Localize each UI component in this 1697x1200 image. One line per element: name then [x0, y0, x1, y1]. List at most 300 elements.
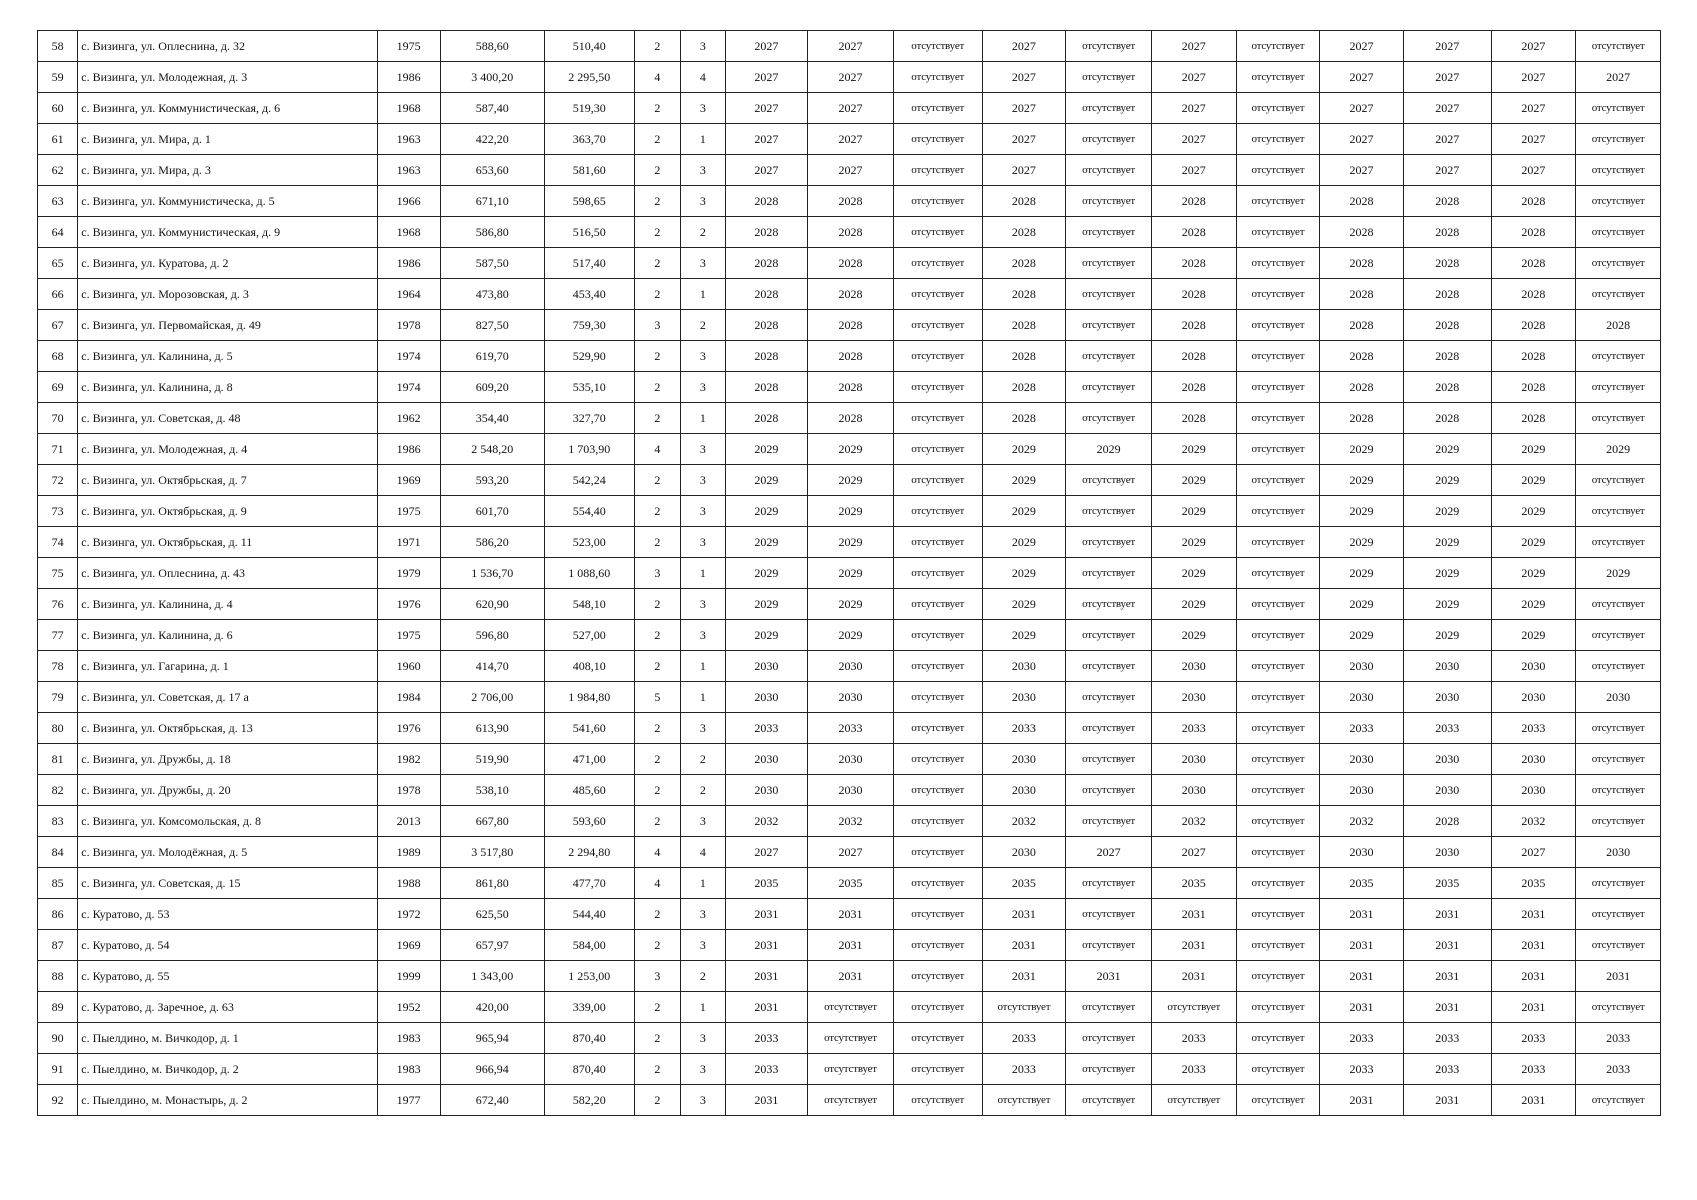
work-year-cell-1: 2033: [725, 1023, 808, 1054]
work-year-cell-1: 2029: [725, 527, 808, 558]
table-row: [38, 651, 1661, 682]
table-row: [38, 496, 1661, 527]
work-year-cell-2: 2029: [808, 558, 894, 589]
work-year-cell-1: 2029: [725, 434, 808, 465]
row-number-cell: 79: [38, 682, 78, 713]
work-year-cell-3: отсутствует: [893, 682, 982, 713]
row-number-cell: 68: [38, 341, 78, 372]
row-number-cell: 70: [38, 403, 78, 434]
total-area-cell: 354,40: [440, 403, 544, 434]
total-area-cell: 538,10: [440, 775, 544, 806]
floors-cell: 2: [634, 155, 680, 186]
work-year-cell-7: отсутствует: [1236, 620, 1320, 651]
table-row: [38, 899, 1661, 930]
work-year-cell-7: отсутствует: [1236, 682, 1320, 713]
work-year-cell-8: 2029: [1320, 589, 1404, 620]
entrances-cell: 1: [681, 558, 725, 589]
entrances-cell: 3: [681, 186, 725, 217]
work-year-cell-11: отсутствует: [1576, 1085, 1661, 1116]
work-year-cell-11: отсутствует: [1576, 93, 1661, 124]
table-row: [38, 341, 1661, 372]
work-year-cell-11: отсутствует: [1576, 651, 1661, 682]
entrances-cell: 1: [681, 124, 725, 155]
address-cell: с. Визинга, ул. Октябрьская, д. 9: [78, 496, 377, 527]
work-year-cell-1: 2028: [725, 248, 808, 279]
work-year-cell-11: отсутствует: [1576, 186, 1661, 217]
work-year-cell-11: 2031: [1576, 961, 1661, 992]
entrances-cell: 3: [681, 31, 725, 62]
work-year-cell-5: отсутствует: [1066, 558, 1152, 589]
work-year-cell-1: 2035: [725, 868, 808, 899]
work-year-cell-4: 2031: [982, 930, 1066, 961]
work-year-cell-9: 2028: [1403, 186, 1491, 217]
work-year-cell-10: 2029: [1491, 527, 1576, 558]
row-number-cell: 72: [38, 465, 78, 496]
work-year-cell-10: 2030: [1491, 682, 1576, 713]
work-year-cell-6: 2030: [1151, 744, 1236, 775]
row-number-cell: 66: [38, 279, 78, 310]
entrances-cell: 3: [681, 589, 725, 620]
work-year-cell-1: 2027: [725, 155, 808, 186]
work-year-cell-11: отсутствует: [1576, 124, 1661, 155]
year-built-cell: 1974: [377, 372, 440, 403]
work-year-cell-8: 2033: [1320, 1023, 1404, 1054]
work-year-cell-5: отсутствует: [1066, 713, 1152, 744]
year-built-cell: 1976: [377, 713, 440, 744]
work-year-cell-3: отсутствует: [893, 744, 982, 775]
work-year-cell-2: 2031: [808, 961, 894, 992]
table-row: [38, 1054, 1661, 1085]
work-year-cell-5: отсутствует: [1066, 496, 1152, 527]
entrances-cell: 1: [681, 868, 725, 899]
work-year-cell-8: 2029: [1320, 434, 1404, 465]
year-built-cell: 1969: [377, 465, 440, 496]
work-year-cell-4: 2030: [982, 682, 1066, 713]
work-year-cell-5: отсутствует: [1066, 651, 1152, 682]
work-year-cell-1: 2031: [725, 899, 808, 930]
table-row: [38, 682, 1661, 713]
table-row: [38, 310, 1661, 341]
entrances-cell: 2: [681, 744, 725, 775]
year-built-cell: 1986: [377, 248, 440, 279]
work-year-cell-2: 2029: [808, 434, 894, 465]
work-year-cell-2: отсутствует: [808, 1023, 894, 1054]
work-year-cell-9: 2028: [1403, 279, 1491, 310]
year-built-cell: 1984: [377, 682, 440, 713]
work-year-cell-6: 2028: [1151, 341, 1236, 372]
work-year-cell-1: 2030: [725, 775, 808, 806]
work-year-cell-11: 2028: [1576, 310, 1661, 341]
floors-cell: 2: [634, 775, 680, 806]
entrances-cell: 3: [681, 496, 725, 527]
work-year-cell-10: 2033: [1491, 1054, 1576, 1085]
total-area-cell: 588,60: [440, 31, 544, 62]
work-year-cell-9: 2027: [1403, 93, 1491, 124]
living-area-cell: 485,60: [544, 775, 634, 806]
work-year-cell-7: отсутствует: [1236, 1023, 1320, 1054]
entrances-cell: 3: [681, 434, 725, 465]
work-year-cell-9: 2031: [1403, 899, 1491, 930]
work-year-cell-10: 2029: [1491, 496, 1576, 527]
work-year-cell-6: 2028: [1151, 403, 1236, 434]
work-year-cell-6: 2028: [1151, 248, 1236, 279]
work-year-cell-4: 2027: [982, 124, 1066, 155]
floors-cell: 2: [634, 186, 680, 217]
work-year-cell-1: 2030: [725, 651, 808, 682]
work-year-cell-6: отсутствует: [1151, 1085, 1236, 1116]
work-year-cell-11: 2029: [1576, 434, 1661, 465]
work-year-cell-1: 2028: [725, 372, 808, 403]
work-year-cell-3: отсутствует: [893, 341, 982, 372]
work-year-cell-6: 2028: [1151, 310, 1236, 341]
work-year-cell-8: 2030: [1320, 775, 1404, 806]
entrances-cell: 2: [681, 217, 725, 248]
work-year-cell-6: 2029: [1151, 620, 1236, 651]
work-year-cell-3: отсутствует: [893, 527, 982, 558]
living-area-cell: 527,00: [544, 620, 634, 651]
work-year-cell-4: 2028: [982, 341, 1066, 372]
table-row: [38, 248, 1661, 279]
entrances-cell: 1: [681, 403, 725, 434]
row-number-cell: 80: [38, 713, 78, 744]
total-area-cell: 601,70: [440, 496, 544, 527]
entrances-cell: 3: [681, 155, 725, 186]
year-built-cell: 1975: [377, 620, 440, 651]
row-number-cell: 76: [38, 589, 78, 620]
work-year-cell-1: 2028: [725, 341, 808, 372]
work-year-cell-11: отсутствует: [1576, 899, 1661, 930]
floors-cell: 2: [634, 992, 680, 1023]
work-year-cell-1: 2030: [725, 744, 808, 775]
work-year-cell-10: 2032: [1491, 806, 1576, 837]
work-year-cell-7: отсутствует: [1236, 1085, 1320, 1116]
work-year-cell-6: 2030: [1151, 682, 1236, 713]
year-built-cell: 1976: [377, 589, 440, 620]
entrances-cell: 1: [681, 651, 725, 682]
work-year-cell-4: 2027: [982, 155, 1066, 186]
work-year-cell-2: 2029: [808, 527, 894, 558]
year-built-cell: 1960: [377, 651, 440, 682]
floors-cell: 2: [634, 1054, 680, 1085]
total-area-cell: 667,80: [440, 806, 544, 837]
year-built-cell: 2013: [377, 806, 440, 837]
work-year-cell-5: отсутствует: [1066, 403, 1152, 434]
work-year-cell-3: отсутствует: [893, 465, 982, 496]
work-year-cell-5: отсутствует: [1066, 1085, 1152, 1116]
work-year-cell-2: отсутствует: [808, 1085, 894, 1116]
work-year-cell-2: 2028: [808, 310, 894, 341]
row-number-cell: 71: [38, 434, 78, 465]
work-year-cell-2: 2028: [808, 248, 894, 279]
work-year-cell-3: отсутствует: [893, 651, 982, 682]
work-year-cell-8: 2028: [1320, 341, 1404, 372]
year-built-cell: 1968: [377, 93, 440, 124]
year-built-cell: 1972: [377, 899, 440, 930]
work-year-cell-8: 2027: [1320, 31, 1404, 62]
work-year-cell-1: 2029: [725, 496, 808, 527]
work-year-cell-7: отсутствует: [1236, 62, 1320, 93]
work-year-cell-4: 2029: [982, 558, 1066, 589]
work-year-cell-7: отсутствует: [1236, 217, 1320, 248]
work-year-cell-5: отсутствует: [1066, 1054, 1152, 1085]
total-area-cell: 657,97: [440, 930, 544, 961]
work-year-cell-8: 2028: [1320, 310, 1404, 341]
living-area-cell: 339,00: [544, 992, 634, 1023]
total-area-cell: 422,20: [440, 124, 544, 155]
work-year-cell-7: отсутствует: [1236, 930, 1320, 961]
work-year-cell-3: отсутствует: [893, 775, 982, 806]
work-year-cell-8: 2028: [1320, 248, 1404, 279]
living-area-cell: 548,10: [544, 589, 634, 620]
work-year-cell-3: отсутствует: [893, 93, 982, 124]
work-year-cell-4: 2031: [982, 899, 1066, 930]
work-year-cell-6: 2029: [1151, 589, 1236, 620]
work-year-cell-9: 2030: [1403, 682, 1491, 713]
address-cell: с. Пыелдино, м. Вичкодор, д. 1: [78, 1023, 377, 1054]
living-area-cell: 1 088,60: [544, 558, 634, 589]
year-built-cell: 1968: [377, 217, 440, 248]
work-year-cell-4: 2027: [982, 31, 1066, 62]
total-area-cell: 861,80: [440, 868, 544, 899]
work-year-cell-1: 2031: [725, 992, 808, 1023]
year-built-cell: 1963: [377, 124, 440, 155]
work-year-cell-2: 2031: [808, 899, 894, 930]
work-year-cell-9: 2028: [1403, 403, 1491, 434]
work-year-cell-11: отсутствует: [1576, 930, 1661, 961]
work-year-cell-8: 2030: [1320, 744, 1404, 775]
floors-cell: 2: [634, 372, 680, 403]
entrances-cell: 3: [681, 341, 725, 372]
work-year-cell-1: 2033: [725, 713, 808, 744]
work-year-cell-10: 2028: [1491, 248, 1576, 279]
work-year-cell-11: отсутствует: [1576, 31, 1661, 62]
work-year-cell-2: 2027: [808, 837, 894, 868]
work-year-cell-1: 2028: [725, 279, 808, 310]
entrances-cell: 1: [681, 992, 725, 1023]
work-year-cell-8: 2028: [1320, 217, 1404, 248]
work-year-cell-8: 2027: [1320, 93, 1404, 124]
work-year-cell-5: отсутствует: [1066, 806, 1152, 837]
work-year-cell-5: отсутствует: [1066, 155, 1152, 186]
entrances-cell: 3: [681, 527, 725, 558]
table-row: [38, 589, 1661, 620]
work-year-cell-1: 2033: [725, 1054, 808, 1085]
work-year-cell-4: 2027: [982, 62, 1066, 93]
work-year-cell-1: 2028: [725, 217, 808, 248]
work-year-cell-6: 2032: [1151, 806, 1236, 837]
work-year-cell-11: отсутствует: [1576, 620, 1661, 651]
address-cell: с. Визинга, ул. Октябрьская, д. 11: [78, 527, 377, 558]
work-year-cell-4: 2030: [982, 744, 1066, 775]
work-year-cell-6: 2031: [1151, 930, 1236, 961]
entrances-cell: 2: [681, 961, 725, 992]
row-number-cell: 60: [38, 93, 78, 124]
address-cell: с. Визинга, ул. Коммунистическа, д. 5: [78, 186, 377, 217]
work-year-cell-4: 2031: [982, 961, 1066, 992]
work-year-cell-4: отсутствует: [982, 1085, 1066, 1116]
work-year-cell-4: 2027: [982, 93, 1066, 124]
work-year-cell-7: отсутствует: [1236, 806, 1320, 837]
work-year-cell-1: 2028: [725, 403, 808, 434]
row-number-cell: 86: [38, 899, 78, 930]
work-year-cell-9: 2030: [1403, 837, 1491, 868]
year-built-cell: 1979: [377, 558, 440, 589]
work-year-cell-8: 2033: [1320, 1054, 1404, 1085]
total-area-cell: 414,70: [440, 651, 544, 682]
row-number-cell: 83: [38, 806, 78, 837]
entrances-cell: 2: [681, 310, 725, 341]
floors-cell: 2: [634, 1023, 680, 1054]
work-year-cell-5: отсутствует: [1066, 992, 1152, 1023]
row-number-cell: 75: [38, 558, 78, 589]
total-area-cell: 625,50: [440, 899, 544, 930]
work-year-cell-10: 2031: [1491, 1085, 1576, 1116]
work-year-cell-7: отсутствует: [1236, 992, 1320, 1023]
work-year-cell-5: отсутствует: [1066, 744, 1152, 775]
work-year-cell-10: 2028: [1491, 279, 1576, 310]
work-year-cell-4: 2030: [982, 651, 1066, 682]
year-built-cell: 1989: [377, 837, 440, 868]
work-year-cell-9: 2029: [1403, 558, 1491, 589]
work-year-cell-1: 2029: [725, 558, 808, 589]
table-row: [38, 62, 1661, 93]
work-year-cell-8: 2028: [1320, 279, 1404, 310]
total-area-cell: 587,40: [440, 93, 544, 124]
work-year-cell-4: 2028: [982, 186, 1066, 217]
address-cell: с. Визинга, ул. Первомайская, д. 49: [78, 310, 377, 341]
work-year-cell-11: отсутствует: [1576, 713, 1661, 744]
work-year-cell-6: 2028: [1151, 186, 1236, 217]
work-year-cell-6: 2029: [1151, 527, 1236, 558]
living-area-cell: 523,00: [544, 527, 634, 558]
entrances-cell: 4: [681, 62, 725, 93]
work-year-cell-7: отсутствует: [1236, 899, 1320, 930]
total-area-cell: 2 706,00: [440, 682, 544, 713]
total-area-cell: 609,20: [440, 372, 544, 403]
work-year-cell-9: 2030: [1403, 651, 1491, 682]
work-year-cell-10: 2029: [1491, 589, 1576, 620]
work-year-cell-2: 2028: [808, 186, 894, 217]
work-year-cell-10: 2027: [1491, 62, 1576, 93]
year-built-cell: 1988: [377, 868, 440, 899]
address-cell: с. Куратово, д. 53: [78, 899, 377, 930]
address-cell: с. Визинга, ул. Куратова, д. 2: [78, 248, 377, 279]
work-year-cell-7: отсутствует: [1236, 310, 1320, 341]
work-year-cell-11: отсутствует: [1576, 806, 1661, 837]
row-number-cell: 89: [38, 992, 78, 1023]
work-year-cell-4: 2028: [982, 403, 1066, 434]
floors-cell: 4: [634, 62, 680, 93]
work-year-cell-3: отсутствует: [893, 1023, 982, 1054]
floors-cell: 3: [634, 961, 680, 992]
work-year-cell-10: 2029: [1491, 558, 1576, 589]
work-year-cell-11: отсутствует: [1576, 465, 1661, 496]
work-year-cell-2: 2029: [808, 589, 894, 620]
work-year-cell-4: 2028: [982, 217, 1066, 248]
work-year-cell-4: 2029: [982, 620, 1066, 651]
work-year-cell-6: 2027: [1151, 155, 1236, 186]
living-area-cell: 593,60: [544, 806, 634, 837]
work-year-cell-4: 2028: [982, 279, 1066, 310]
work-year-cell-6: 2035: [1151, 868, 1236, 899]
year-built-cell: 1983: [377, 1023, 440, 1054]
total-area-cell: 966,94: [440, 1054, 544, 1085]
living-area-cell: 1 703,90: [544, 434, 634, 465]
work-year-cell-3: отсутствует: [893, 124, 982, 155]
row-number-cell: 85: [38, 868, 78, 899]
work-year-cell-9: 2029: [1403, 465, 1491, 496]
work-year-cell-10: 2031: [1491, 961, 1576, 992]
total-area-cell: 586,80: [440, 217, 544, 248]
work-year-cell-2: 2030: [808, 775, 894, 806]
table-row: [38, 124, 1661, 155]
entrances-cell: 3: [681, 1023, 725, 1054]
work-year-cell-8: 2029: [1320, 620, 1404, 651]
work-year-cell-7: отсутствует: [1236, 961, 1320, 992]
address-cell: с. Визинга, ул. Советская, д. 15: [78, 868, 377, 899]
living-area-cell: 529,90: [544, 341, 634, 372]
row-number-cell: 61: [38, 124, 78, 155]
work-year-cell-4: 2028: [982, 310, 1066, 341]
work-year-cell-3: отсутствует: [893, 217, 982, 248]
floors-cell: 2: [634, 496, 680, 527]
work-year-cell-5: отсутствует: [1066, 527, 1152, 558]
work-year-cell-2: 2027: [808, 31, 894, 62]
work-year-cell-7: отсутствует: [1236, 868, 1320, 899]
work-year-cell-7: отсутствует: [1236, 186, 1320, 217]
work-year-cell-6: 2030: [1151, 775, 1236, 806]
work-year-cell-7: отсутствует: [1236, 93, 1320, 124]
work-year-cell-7: отсутствует: [1236, 155, 1320, 186]
work-year-cell-10: 2027: [1491, 124, 1576, 155]
work-year-cell-9: 2028: [1403, 372, 1491, 403]
work-year-cell-3: отсутствует: [893, 186, 982, 217]
total-area-cell: 596,80: [440, 620, 544, 651]
work-year-cell-8: 2029: [1320, 465, 1404, 496]
work-year-cell-8: 2033: [1320, 713, 1404, 744]
work-year-cell-10: 2028: [1491, 403, 1576, 434]
entrances-cell: 3: [681, 93, 725, 124]
work-year-cell-10: 2027: [1491, 155, 1576, 186]
table-row: [38, 837, 1661, 868]
total-area-cell: 1 536,70: [440, 558, 544, 589]
year-built-cell: 1983: [377, 1054, 440, 1085]
work-year-cell-5: отсутствует: [1066, 341, 1152, 372]
total-area-cell: 827,50: [440, 310, 544, 341]
work-year-cell-7: отсутствует: [1236, 434, 1320, 465]
work-year-cell-11: 2033: [1576, 1054, 1661, 1085]
living-area-cell: 542,24: [544, 465, 634, 496]
row-number-cell: 65: [38, 248, 78, 279]
work-year-cell-3: отсутствует: [893, 31, 982, 62]
work-year-cell-9: 2030: [1403, 744, 1491, 775]
work-year-cell-10: 2031: [1491, 930, 1576, 961]
work-year-cell-1: 2027: [725, 837, 808, 868]
work-year-cell-8: 2030: [1320, 682, 1404, 713]
work-year-cell-5: отсутствует: [1066, 124, 1152, 155]
floors-cell: 2: [634, 217, 680, 248]
work-year-cell-8: 2028: [1320, 372, 1404, 403]
work-year-cell-5: 2027: [1066, 837, 1152, 868]
living-area-cell: 363,70: [544, 124, 634, 155]
work-year-cell-9: 2028: [1403, 248, 1491, 279]
work-year-cell-7: отсутствует: [1236, 279, 1320, 310]
table-row: [38, 465, 1661, 496]
work-year-cell-3: отсутствует: [893, 279, 982, 310]
work-year-cell-2: 2030: [808, 682, 894, 713]
entrances-cell: 3: [681, 465, 725, 496]
work-year-cell-7: отсутствует: [1236, 465, 1320, 496]
